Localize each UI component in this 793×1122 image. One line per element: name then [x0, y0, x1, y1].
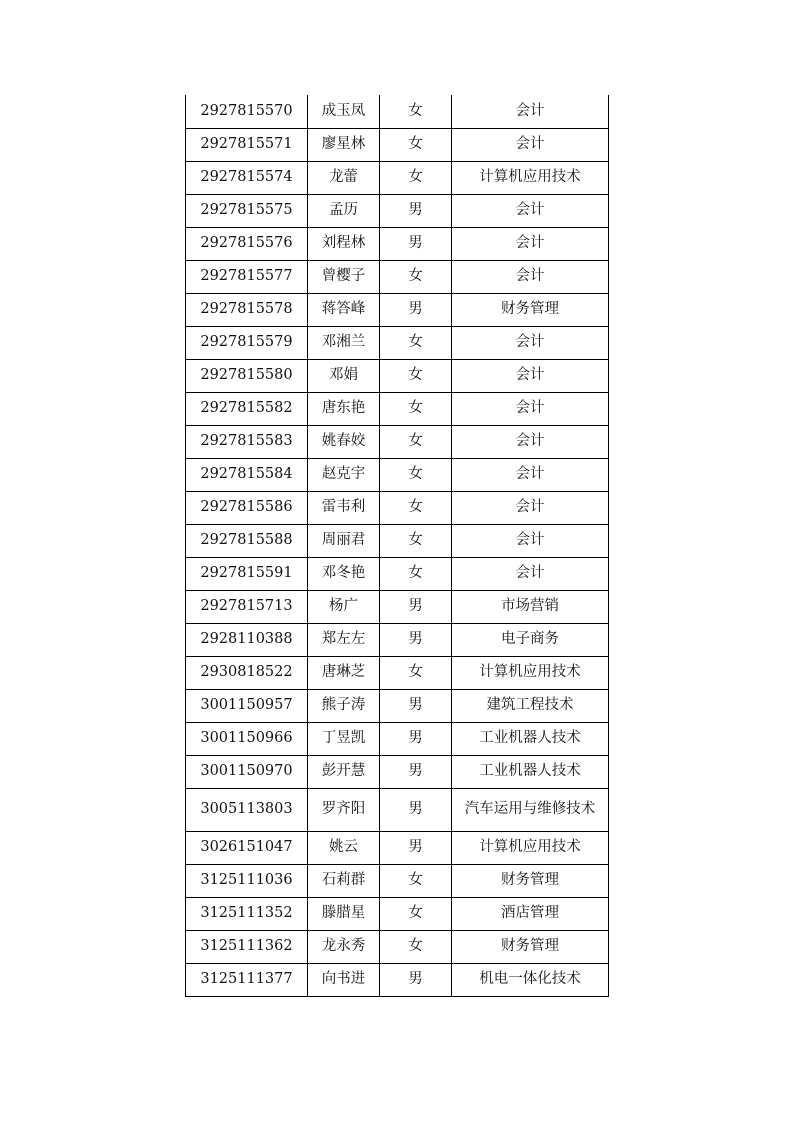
student-id-cell: 2927815591 — [186, 557, 308, 590]
student-major-cell: 会计 — [452, 359, 609, 392]
student-gender-cell: 女 — [380, 930, 452, 963]
student-id-cell: 2927815577 — [186, 260, 308, 293]
student-id-cell: 2927815713 — [186, 590, 308, 623]
student-name-cell: 石莉群 — [308, 864, 380, 897]
student-name-cell: 刘程林 — [308, 227, 380, 260]
student-id-cell: 3001150957 — [186, 689, 308, 722]
student-gender-cell: 女 — [380, 491, 452, 524]
table-row — [186, 260, 609, 293]
student-major-cell: 计算机应用技术 — [452, 831, 609, 864]
table-row — [186, 95, 609, 128]
student-gender-cell: 女 — [380, 95, 452, 128]
student-name-cell: 邓娟 — [308, 359, 380, 392]
student-name-cell: 孟历 — [308, 194, 380, 227]
student-gender-cell: 男 — [380, 831, 452, 864]
student-roster-table — [185, 95, 609, 997]
student-name-cell: 唐琳芝 — [308, 656, 380, 689]
student-id-cell: 2927815586 — [186, 491, 308, 524]
table-row — [186, 897, 609, 930]
student-id-cell: 2927815580 — [186, 359, 308, 392]
student-name-cell: 杨广 — [308, 590, 380, 623]
student-gender-cell: 男 — [380, 194, 452, 227]
student-major-cell: 汽车运用与维修技术 — [452, 788, 609, 831]
student-id-cell: 2927815588 — [186, 524, 308, 557]
table-row — [186, 359, 609, 392]
student-major-cell: 财务管理 — [452, 293, 609, 326]
table-row — [186, 128, 609, 161]
student-id-cell: 2927815575 — [186, 194, 308, 227]
student-gender-cell: 女 — [380, 260, 452, 293]
student-gender-cell: 女 — [380, 326, 452, 359]
student-gender-cell: 女 — [380, 524, 452, 557]
student-name-cell: 姚春姣 — [308, 425, 380, 458]
student-name-cell: 蒋答峰 — [308, 293, 380, 326]
table-row — [186, 491, 609, 524]
student-name-cell: 郑左左 — [308, 623, 380, 656]
table-row — [186, 656, 609, 689]
student-gender-cell: 男 — [380, 623, 452, 656]
student-major-cell: 会计 — [452, 392, 609, 425]
student-major-cell: 计算机应用技术 — [452, 161, 609, 194]
student-name-cell: 廖星林 — [308, 128, 380, 161]
student-major-cell: 会计 — [452, 425, 609, 458]
student-id-cell: 2928110388 — [186, 623, 308, 656]
student-gender-cell: 女 — [380, 392, 452, 425]
student-gender-cell: 女 — [380, 458, 452, 491]
student-name-cell: 成玉凤 — [308, 95, 380, 128]
table-row — [186, 963, 609, 996]
student-gender-cell: 男 — [380, 689, 452, 722]
student-id-cell: 3005113803 — [186, 788, 308, 831]
student-major-cell: 财务管理 — [452, 930, 609, 963]
student-id-cell: 3001150966 — [186, 722, 308, 755]
student-major-cell: 会计 — [452, 491, 609, 524]
student-id-cell: 2927815571 — [186, 128, 308, 161]
student-id-cell: 2927815584 — [186, 458, 308, 491]
student-gender-cell: 女 — [380, 656, 452, 689]
student-major-cell: 会计 — [452, 326, 609, 359]
student-major-cell: 工业机器人技术 — [452, 755, 609, 788]
student-major-cell: 酒店管理 — [452, 897, 609, 930]
student-name-cell: 丁昱凯 — [308, 722, 380, 755]
student-name-cell: 龙永秀 — [308, 930, 380, 963]
table-row — [186, 722, 609, 755]
student-gender-cell: 男 — [380, 788, 452, 831]
student-major-cell: 计算机应用技术 — [452, 656, 609, 689]
student-gender-cell: 女 — [380, 897, 452, 930]
student-major-cell: 财务管理 — [452, 864, 609, 897]
table-row — [186, 458, 609, 491]
student-id-cell: 3125111036 — [186, 864, 308, 897]
student-major-cell: 会计 — [452, 194, 609, 227]
table-row — [186, 194, 609, 227]
table-row — [186, 755, 609, 788]
table-row — [186, 864, 609, 897]
student-name-cell: 向书进 — [308, 963, 380, 996]
student-gender-cell: 男 — [380, 293, 452, 326]
student-name-cell: 滕腊星 — [308, 897, 380, 930]
table-row — [186, 326, 609, 359]
table-row — [186, 524, 609, 557]
student-id-cell: 2927815574 — [186, 161, 308, 194]
student-major-cell: 会计 — [452, 128, 609, 161]
student-name-cell: 熊子涛 — [308, 689, 380, 722]
table-row — [186, 831, 609, 864]
table-row — [186, 590, 609, 623]
student-gender-cell: 女 — [380, 425, 452, 458]
student-gender-cell: 女 — [380, 128, 452, 161]
student-id-cell: 3026151047 — [186, 831, 308, 864]
student-major-cell: 会计 — [452, 227, 609, 260]
student-id-cell: 2927815576 — [186, 227, 308, 260]
student-id-cell: 3125111362 — [186, 930, 308, 963]
student-major-cell: 市场营销 — [452, 590, 609, 623]
student-name-cell: 姚云 — [308, 831, 380, 864]
student-major-cell: 会计 — [452, 260, 609, 293]
table-row — [186, 623, 609, 656]
student-id-cell: 2930818522 — [186, 656, 308, 689]
student-name-cell: 周丽君 — [308, 524, 380, 557]
roster-body — [186, 95, 609, 996]
student-id-cell: 2927815582 — [186, 392, 308, 425]
table-row — [186, 227, 609, 260]
student-major-cell: 建筑工程技术 — [452, 689, 609, 722]
student-gender-cell: 女 — [380, 359, 452, 392]
student-id-cell: 3125111377 — [186, 963, 308, 996]
table-row — [186, 930, 609, 963]
student-name-cell: 赵克宇 — [308, 458, 380, 491]
student-id-cell: 3125111352 — [186, 897, 308, 930]
student-gender-cell: 男 — [380, 227, 452, 260]
student-gender-cell: 男 — [380, 722, 452, 755]
table-row — [186, 788, 609, 831]
student-id-cell: 2927815578 — [186, 293, 308, 326]
student-gender-cell: 男 — [380, 590, 452, 623]
student-major-cell: 电子商务 — [452, 623, 609, 656]
student-major-cell: 会计 — [452, 557, 609, 590]
student-gender-cell: 女 — [380, 864, 452, 897]
student-name-cell: 罗齐阳 — [308, 788, 380, 831]
student-name-cell: 邓冬艳 — [308, 557, 380, 590]
student-id-cell: 2927815583 — [186, 425, 308, 458]
student-gender-cell: 男 — [380, 963, 452, 996]
student-name-cell: 邓湘兰 — [308, 326, 380, 359]
student-gender-cell: 女 — [380, 161, 452, 194]
student-gender-cell: 女 — [380, 557, 452, 590]
student-name-cell: 唐东艳 — [308, 392, 380, 425]
student-name-cell: 曾樱子 — [308, 260, 380, 293]
table-row — [186, 425, 609, 458]
student-major-cell: 会计 — [452, 458, 609, 491]
table-row — [186, 392, 609, 425]
table-row — [186, 161, 609, 194]
table-row — [186, 557, 609, 590]
student-major-cell: 工业机器人技术 — [452, 722, 609, 755]
student-name-cell: 龙蕾 — [308, 161, 380, 194]
student-name-cell: 彭开慧 — [308, 755, 380, 788]
table-row — [186, 689, 609, 722]
student-id-cell: 3001150970 — [186, 755, 308, 788]
student-gender-cell: 男 — [380, 755, 452, 788]
student-major-cell: 会计 — [452, 524, 609, 557]
student-major-cell: 机电一体化技术 — [452, 963, 609, 996]
student-id-cell: 2927815570 — [186, 95, 308, 128]
student-name-cell: 雷韦利 — [308, 491, 380, 524]
student-major-cell: 会计 — [452, 95, 609, 128]
student-id-cell: 2927815579 — [186, 326, 308, 359]
table-row — [186, 293, 609, 326]
